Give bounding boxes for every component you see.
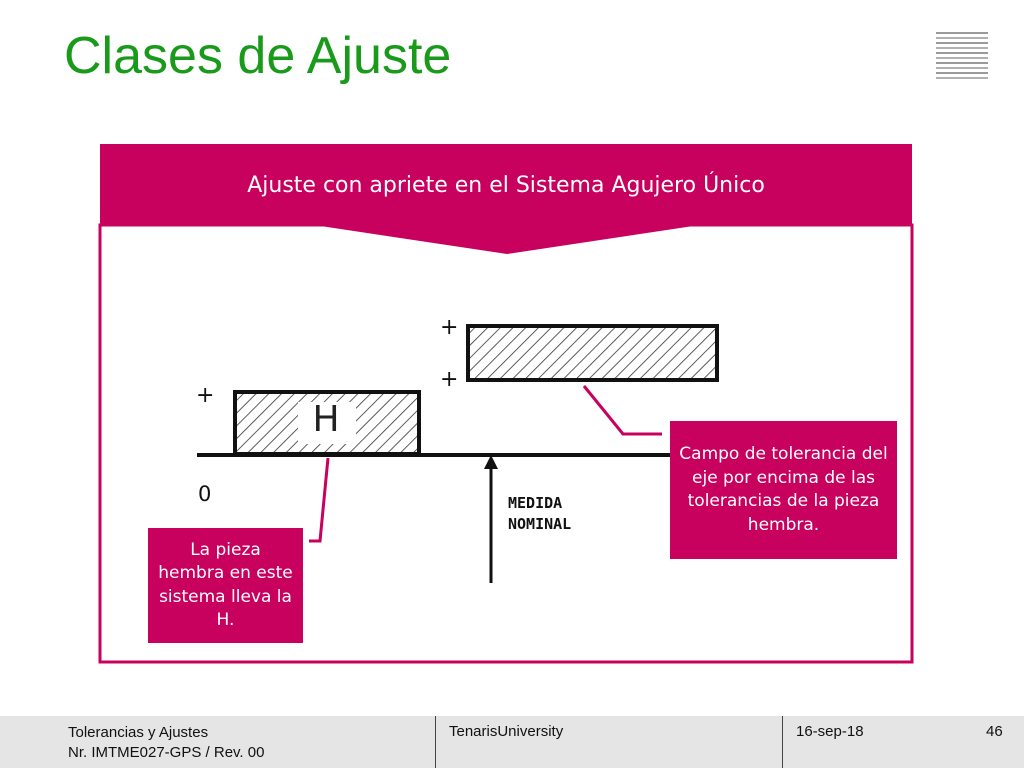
plus-sign-hole: + xyxy=(196,383,215,408)
slide-title: Clases de Ajuste xyxy=(64,27,452,85)
callout-shaft-text: Campo de tolerancia del eje por encima de las tolerancias de la pieza hembra. xyxy=(679,444,888,535)
footer-doc-number: Nr. IMTME027-GPS / Rev. 00 xyxy=(68,744,265,761)
nominal-label-line-1: MEDIDA xyxy=(508,494,563,512)
callout-hole-text: La pieza hembra en este sistema lleva la H. xyxy=(158,539,293,630)
callout-shaft xyxy=(670,421,897,559)
banner-title: Ajuste con apriete en el Sistema Agujero Único xyxy=(247,173,765,198)
nominal-label xyxy=(508,493,571,535)
shaft-tolerance-zone xyxy=(468,326,717,380)
footer-course: Tolerancias y Ajustes xyxy=(68,724,209,741)
nominal-label-line-2: NOMINAL xyxy=(508,515,572,533)
plus-sign-shaft-lower: + xyxy=(440,367,459,392)
footer-date: 16-sep-18 xyxy=(796,723,864,740)
hole-letter: H xyxy=(312,399,340,440)
zero-label: 0 xyxy=(198,482,212,506)
plus-sign-shaft-upper: + xyxy=(440,315,459,340)
footer-divider xyxy=(435,716,436,768)
footer-organization: TenarisUniversity xyxy=(449,723,564,740)
footer-divider xyxy=(782,716,783,768)
footer-page-number: 46 xyxy=(986,723,1003,740)
callout-hole xyxy=(148,528,303,643)
